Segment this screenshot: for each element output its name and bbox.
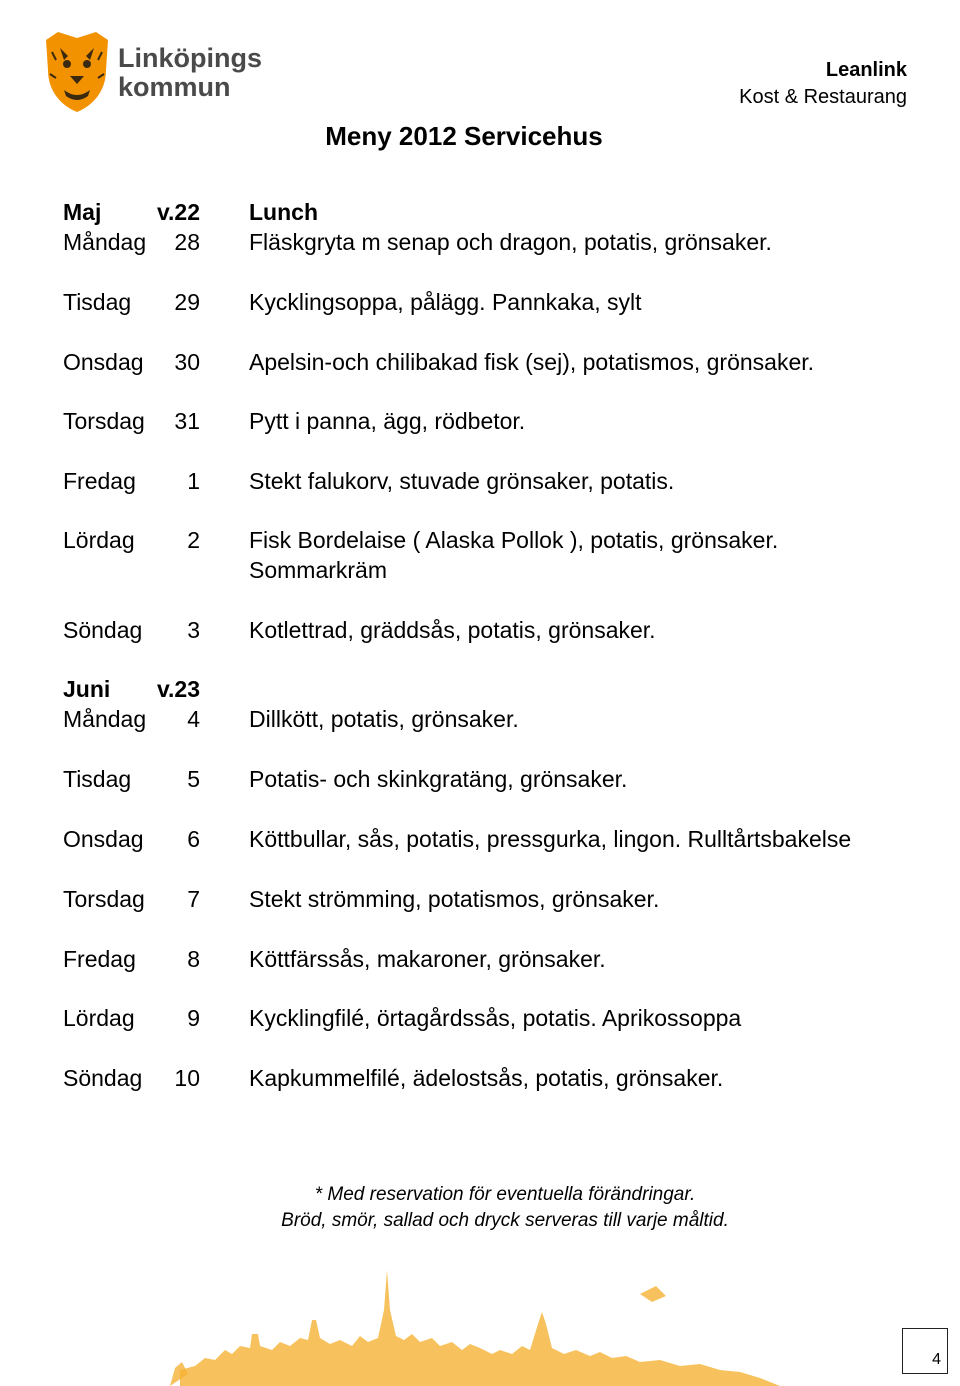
- dish: Köttbullar, sås, potatis, pressgurka, lingon. Rulltårtsbakelse: [249, 826, 852, 852]
- page-number: 4: [932, 1351, 941, 1368]
- dish: Kapkummelfilé, ädelostsås, potatis, grönsaker.: [249, 1065, 724, 1091]
- linkoping-logo: [40, 30, 270, 114]
- menu-row: [0, 525, 960, 555]
- menu-row: [0, 347, 960, 377]
- dish: Kycklingsoppa, pålägg. Pannkaka, sylt: [249, 289, 642, 315]
- dessert: Sommarkräm: [249, 557, 388, 583]
- day-name: Måndag: [63, 706, 147, 732]
- footer-notes: [0, 1182, 960, 1234]
- menu-row: [0, 615, 960, 645]
- organization-info: [739, 57, 907, 111]
- day-date: 10: [174, 1065, 200, 1091]
- page-number-box: [902, 1328, 948, 1374]
- column-heading: Lunch: [249, 199, 318, 225]
- day-name: Torsdag: [63, 408, 145, 434]
- day-name: Tisdag: [63, 766, 132, 792]
- dish: Köttfärssås, makaroner, grönsaker.: [249, 946, 606, 972]
- day-date: 3: [187, 617, 200, 643]
- city-skyline-image: [0, 1250, 960, 1386]
- department-name: Leanlink: [825, 59, 907, 81]
- menu-row: [0, 944, 960, 974]
- week-label: v.23: [156, 676, 200, 702]
- day-date: 4: [187, 706, 200, 732]
- dish: Pytt i panna, ägg, rödbetor.: [249, 408, 526, 434]
- dish: Fisk Bordelaise ( Alaska Pollok ), potatis, grönsaker.: [249, 527, 779, 553]
- day-date: 8: [187, 946, 200, 972]
- dish: Apelsin-och chilibakad fisk (sej), potatismos, grönsaker.: [249, 349, 815, 375]
- menu-row: [0, 287, 960, 317]
- day-date: 28: [174, 229, 200, 255]
- dish: Potatis- och skinkgratäng, grönsaker.: [249, 766, 628, 792]
- day-date: 9: [187, 1005, 200, 1031]
- section-header-maj: [0, 197, 960, 227]
- day-name: Fredag: [63, 946, 136, 972]
- logo-line1: Linköpings: [118, 43, 262, 73]
- menu-row: [0, 227, 960, 257]
- day-date: 1: [187, 468, 200, 494]
- menu-row: [0, 764, 960, 794]
- section-header-juni: [0, 674, 960, 704]
- menu-row: [0, 884, 960, 914]
- logo-line2: kommun: [118, 72, 231, 102]
- dish: Kycklingfilé, örtagårdssås, potatis. Aprikossoppa: [249, 1005, 742, 1031]
- day-name: Torsdag: [63, 886, 145, 912]
- dish: Kotlettrad, gräddsås, potatis, grönsaker.: [249, 617, 656, 643]
- day-name: Söndag: [63, 617, 143, 643]
- meal-note: Bröd, smör, sallad och dryck serveras till varje måltid.: [281, 1210, 729, 1231]
- menu-row: [0, 704, 960, 734]
- day-name: Onsdag: [63, 349, 144, 375]
- day-date: 6: [187, 826, 200, 852]
- day-name: Lördag: [63, 527, 135, 553]
- page-title: Meny 2012 Servicehus: [325, 121, 603, 151]
- menu-row-extra: [0, 555, 960, 585]
- menu-row: [0, 1063, 960, 1093]
- reservation-note: * Med reservation för eventuella förändringar.: [314, 1184, 696, 1205]
- day-name: Tisdag: [63, 289, 132, 315]
- day-name: Fredag: [63, 468, 136, 494]
- week-label: v.22: [156, 199, 200, 225]
- menu-row: [0, 1003, 960, 1033]
- day-date: 31: [174, 408, 200, 434]
- dish: Fläskgryta m senap och dragon, potatis, grönsaker.: [249, 229, 772, 255]
- lion-crest-icon: [40, 30, 114, 114]
- dish: Stekt falukorv, stuvade grönsaker, potatis.: [249, 468, 675, 494]
- day-date: 29: [174, 289, 200, 315]
- menu-row: [0, 406, 960, 436]
- day-name: Måndag: [63, 229, 147, 255]
- month-label: Maj: [63, 199, 102, 225]
- menu-row: [0, 824, 960, 854]
- dish: Dillkött, potatis, grönsaker.: [249, 706, 519, 732]
- logo-wordmark: [118, 44, 262, 102]
- day-name: Onsdag: [63, 826, 144, 852]
- day-date: 2: [187, 527, 200, 553]
- dish: Stekt strömming, potatismos, grönsaker.: [249, 886, 660, 912]
- unit-name: Kost & Restaurang: [739, 86, 907, 108]
- day-date: 30: [174, 349, 200, 375]
- menu-row: [0, 466, 960, 496]
- month-label: Juni: [63, 676, 111, 702]
- day-date: 5: [187, 766, 200, 792]
- day-date: 7: [187, 886, 200, 912]
- day-name: Lördag: [63, 1005, 135, 1031]
- day-name: Söndag: [63, 1065, 143, 1091]
